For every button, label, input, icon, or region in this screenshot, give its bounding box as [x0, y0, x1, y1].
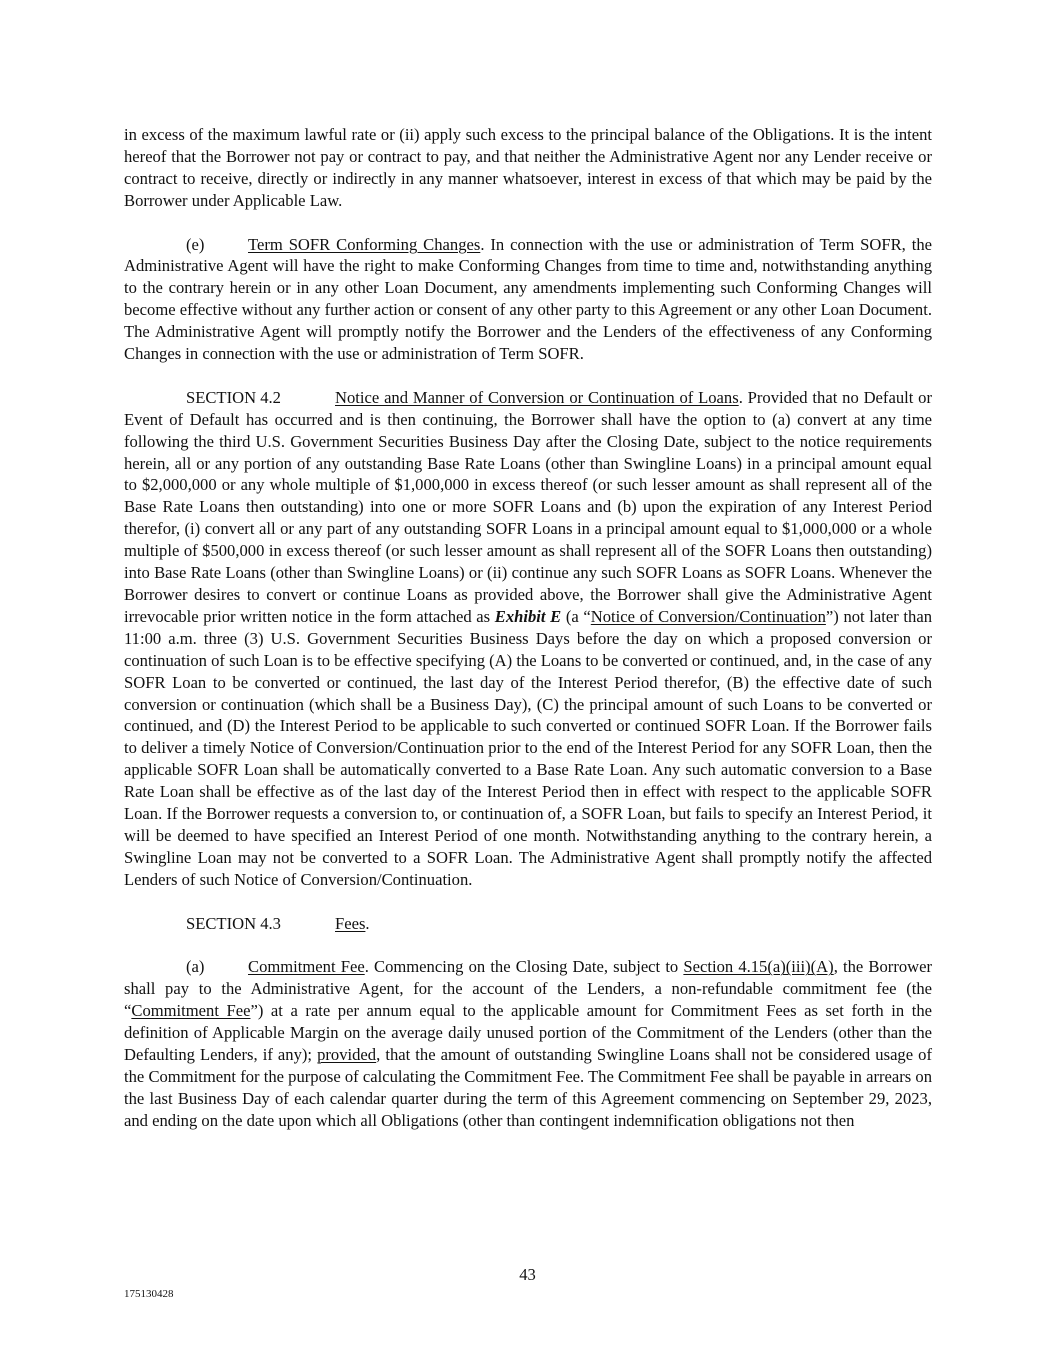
proviso-term: provided — [317, 1045, 377, 1064]
section-text: . Provided that no Default or Event of Default has occurred and is then continuing, the Borrower shall have the option to (a) convert at any time following the third U.S. Government Securities Business Day after the Closing Date, subject to the notice requirements herein, all or any portion of any outstanding Base Rate Loans (other than Swingline Loans) in a principal amount equal to $2,000,000 or any whole multiple of $1,000,000 in excess thereof (or such lesser amount as shall represent all of the Base Rate Loans then outstanding) into one or more SOFR Loans and (b) upon the expiration of any Interest Period therefor, (i) convert all or any part of any outstanding SOFR Loans in a principal amount equal to $1,000,000 or a whole multiple of $500,000 in excess thereof (or such lesser amount as shall represent all of the SOFR Loans then outstanding) into Base Rate Loans (other than Swingline Loans) or (ii) continue any such SOFR Loans as SOFR Loans. Whenever the Borrower desires to convert or continue Loans as provided above, the Borrower shall give the Administrative Agent irrevocable prior written notice in the form attached as — [124, 387, 932, 626]
page-number: 43 — [519, 1265, 536, 1284]
section-cross-reference: Section 4.15(a)(iii)(A) — [683, 957, 834, 977]
exhibit-reference: Exhibit E — [494, 606, 562, 626]
document-id: 175130428 — [124, 1288, 174, 1300]
paragraph-heading: Term SOFR Conforming Changes — [248, 234, 481, 254]
paragraph-text: . In connection with the use or administration of Term SOFR, the Administrative Agent will have the right to make Conforming Changes from time to time and, notwithstanding anything to the contrary herein or in any other Loan Document, any amendments implementing such Conforming Changes will become effective without any further action or consent of any other party to this Agreement or any other Loan Document. The Administrative Agent will promptly notify the Borrower and the Lenders of the effectiveness of any Conforming Changes in connection with the use or administration of Term SOFR. — [124, 234, 932, 364]
section-4-3 — [124, 913, 932, 935]
section-text: (a “ — [561, 606, 591, 626]
document-body — [124, 124, 932, 1154]
section-heading: Fees — [335, 913, 366, 933]
section-punct: . — [365, 913, 370, 933]
paragraph-continuation — [124, 124, 932, 212]
section-text: ”) not later than 11:00 a.m. three (3) U.S. Government Securities Business Days before the day on which a proposed conversion or continuation of such Loan is to be effective specifying (A) the Loans to be converted or continued, and, in the case of any SOFR Loan to be converted or continued, the last day of the Interest Period therefor, (B) the effective date of such conversion or continuation (which shall be a Business Day), (C) the principal amount of such Loans to be converted or continued, and (D) the Interest Period to be applicable to such converted or continued SOFR Loan. If the Borrower fails to deliver a timely Notice of Conversion/Continuation prior to the end of the Interest Period for any SOFR Loan, then the applicable SOFR Loan shall be automatically converted to a Base Rate Loan. Any such automatic conversion to a Base Rate Loan shall be effective as of the last day of the Interest Period then in effect with respect to the applicable SOFR Loan. If the Borrower requests a conversion to, or continuation of, a SOFR Loan, but fails to specify an Interest Period, it will be deemed to have specified an Interest Period of one month. Notwithstanding anything to the contrary herein, a Swingline Loan may not be converted to a SOFR Loan. The Administrative Agent shall promptly notify the affected Lenders of such Notice of Conversion/Continuation. — [124, 606, 932, 889]
paragraph-label: (e) — [186, 234, 205, 254]
paragraph-label: (a) — [186, 957, 205, 977]
section-heading: Notice and Manner of Conversion or Continuation of Loans — [335, 387, 739, 407]
defined-term: Commitment Fee — [131, 1001, 251, 1021]
section-4-2 — [124, 387, 932, 891]
paragraph-text: , that the amount of outstanding Swingline Loans shall not be considered usage of the Commitment for the purpose of calculating the Commitment Fee. The Commitment Fee shall be payable in arrears on the last Business Day of each calendar quarter during the term of this Agreement commencing on September 29, 2023, and ending on the date upon which all Obligations (other than contingent indemnification obligations not then — [124, 1045, 932, 1130]
section-number: SECTION 4.3 — [186, 913, 281, 933]
paragraph-a — [124, 956, 932, 1131]
paragraph-text: . Commencing on the Closing Date, subject to — [364, 957, 684, 977]
paragraph-text: ”) at a rate per annum equal to the applicable amount for Commitment Fees as set forth in the definition of Applicable Margin on the average daily unused portion of the Commitment of the Lenders (other than the Defaulting Lenders, if any); — [124, 1001, 932, 1064]
section-number: SECTION 4.2 — [186, 387, 281, 407]
paragraph-e — [124, 234, 932, 365]
paragraph-heading: Commitment Fee — [248, 957, 365, 977]
paragraph-text: , the Borrower shall pay to the Administrative Agent, for the account of the Lenders, a non-refundable commitment fee (the “ — [124, 957, 933, 1021]
defined-term: Notice of Conversion/Continuation — [590, 606, 826, 626]
paragraph-text: in excess of the maximum lawful rate or (ii) apply such excess to the principal balance of the Obligations. It is the intent hereof that the Borrower not pay or contract to pay, and that neither the Administrative Agent nor any Lender receive or contract to receive, directly or indirectly in any manner whatsoever, interest in excess of that which may be paid by the Borrower under Applicable Law. — [124, 125, 932, 210]
